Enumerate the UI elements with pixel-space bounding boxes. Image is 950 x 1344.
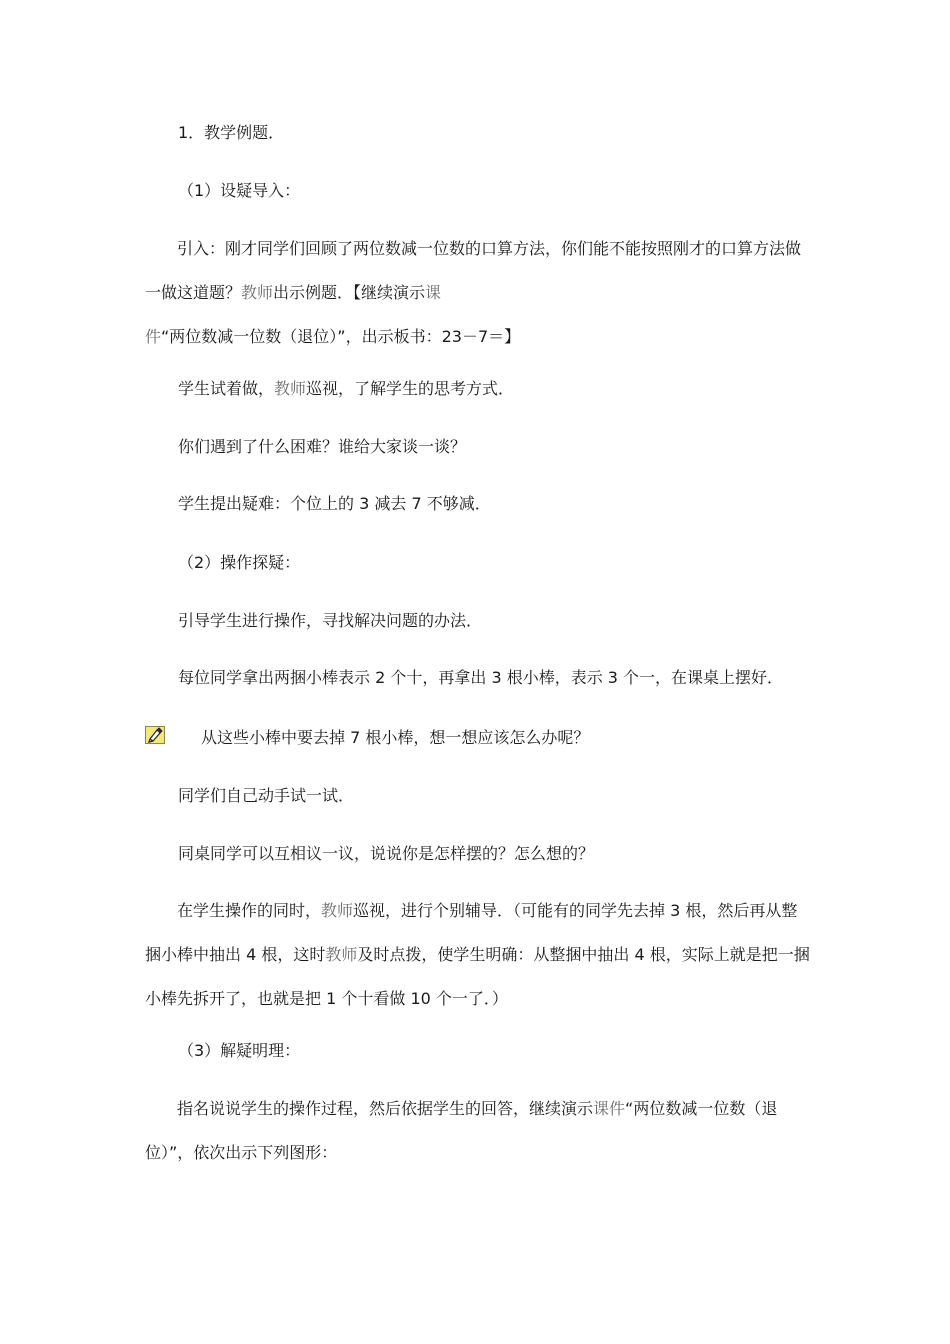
keyword-courseware: 课件 bbox=[145, 283, 442, 346]
keyword-teacher: 教师 bbox=[241, 283, 274, 302]
section-heading-3: （3）解疑明理： bbox=[178, 1041, 301, 1060]
keyword-teacher: 教师 bbox=[325, 945, 358, 964]
paragraph-try-yourself: 同学们自己动手试一试． bbox=[178, 786, 355, 805]
paragraph-explain bbox=[145, 1087, 810, 1175]
text-fragment: 出示例题．【继续演示 bbox=[273, 283, 426, 302]
section-heading-1: （1）设疑导入： bbox=[178, 181, 301, 200]
text-fragment: “两位数减一位数（退位）”，依次出示下列图形： bbox=[145, 1099, 778, 1162]
text-fragment: 学生试着做， bbox=[178, 379, 275, 398]
paragraph-students-try bbox=[178, 367, 843, 411]
paragraph-question: 你们遇到了什么困难？谁给大家谈一谈？ bbox=[178, 437, 467, 456]
paragraph-difficulty: 学生提出疑难：个位上的 3 减去 7 不够减． bbox=[178, 494, 491, 513]
text-fragment: 巡视，进行个别辅导．（可能有的同学先去掉 3 根，然后再从整捆小棒中抽出 4 根，这时 bbox=[145, 901, 798, 964]
text-fragment: 指名说说学生的操作过程，然后依据学生的回答，继续演示 bbox=[177, 1099, 594, 1118]
keyword-teacher: 教师 bbox=[321, 901, 354, 920]
paragraph-intro bbox=[145, 227, 810, 359]
text-fragment: 引入：刚才同学们回顾了两位数减一位数的口算方法，你们能不能按照刚才的口算方法做一做这道题？ bbox=[145, 239, 802, 302]
text-fragment: 在学生操作的同时， bbox=[177, 901, 322, 920]
section-heading-2: （2）操作探疑： bbox=[178, 553, 301, 572]
paragraph-remove-sticks: 从这些小棒中要去掉 7 根小棒，想一想应该怎么办呢？ bbox=[201, 728, 590, 747]
paragraph-guide: 引导学生进行操作，寻找解决问题的办法． bbox=[178, 611, 483, 630]
text-fragment: 及时点拨，使学生明确：从整捆中抽出 4 根，实际上就是把一捆小棒先拆开了，也就是把 1 个十看做 10 个一了．） bbox=[145, 945, 810, 1008]
text-fragment: “两位数减一位数（退位）”，出示板书：23－7＝】 bbox=[161, 327, 521, 346]
heading-teaching-example: 1．教学例题． bbox=[178, 123, 285, 142]
paragraph-sticks: 每位同学拿出两捆小棒表示 2 个十，再拿出 3 根小棒，表示 3 个一，在课桌上摆好． bbox=[178, 668, 784, 687]
text-fragment: 巡视，了解学生的思考方式． bbox=[306, 379, 515, 398]
pencil-note-icon bbox=[145, 726, 165, 744]
keyword-teacher: 教师 bbox=[274, 379, 307, 398]
keyword-courseware: 课件 bbox=[593, 1099, 626, 1118]
paragraph-discuss: 同桌同学可以互相议一议，说说你是怎样摆的？怎么想的？ bbox=[178, 844, 595, 863]
paragraph-teacher-guidance bbox=[145, 889, 810, 1021]
